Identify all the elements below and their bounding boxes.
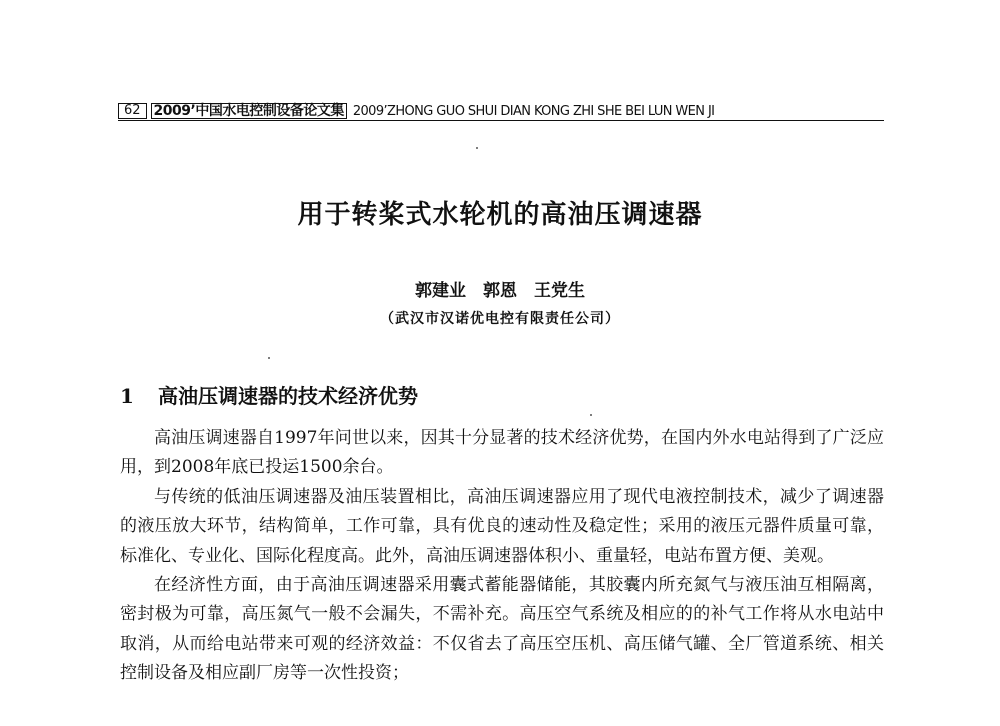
paper-title: 用于转桨式水轮机的高油压调速器 <box>297 200 703 230</box>
running-header <box>118 100 884 121</box>
author-affiliation: （武汉市汉诺优电控有限责任公司） <box>380 311 620 327</box>
paragraph: 与传统的低油压调速器及油压装置相比，高油压调速器应用了现代电液控制技术，减少了调速器的液压放大环节，结构简单，工作可靠，具有优良的速动性及稳定性；采用的液压元器件质量可靠，标准化、专业化、国际化程度高。此外，高油压调速器体积小、重量轻，电站布置方便、美观。 <box>120 486 884 566</box>
body-text <box>120 424 884 689</box>
scan-speck <box>590 414 592 416</box>
journal-title-chinese: 2009’中国水电控制设备论文集 <box>151 103 347 119</box>
journal-title-pinyin: 2009’ZHONG GUO SHUI DIAN KONG ZHI SHE BEI LUN WEN JI <box>352 104 715 119</box>
author-list: 郭建业 郭恩 王党生 <box>415 281 585 301</box>
paragraph: 高油压调速器自1997年问世以来，因其十分显著的技术经济优势，在国内外水电站得到了广泛应用，到2008年底已投运1500余台。 <box>120 428 884 478</box>
section-number: 1 <box>120 384 134 408</box>
scan-speck <box>268 357 270 359</box>
section-title: 高油压调速器的技术经济优势 <box>158 384 418 408</box>
page-number: 62 <box>118 103 147 119</box>
section-heading <box>120 380 418 409</box>
scan-speck <box>476 147 478 149</box>
paragraph: 在经济性方面，由于高油压调速器采用囊式蓄能器储能，其胶囊内所充氮气与液压油互相隔离，密封极为可靠，高压氮气一般不会漏失，不需补充。高压空气系统及相应的的补气工作将从水电站中取消，从而给电站带来可观的经济效益：不仅省去了高压空压机、高压储气罐、全厂管道系统、相关控制设备及相应副厂房等一次性投资； <box>120 575 884 684</box>
